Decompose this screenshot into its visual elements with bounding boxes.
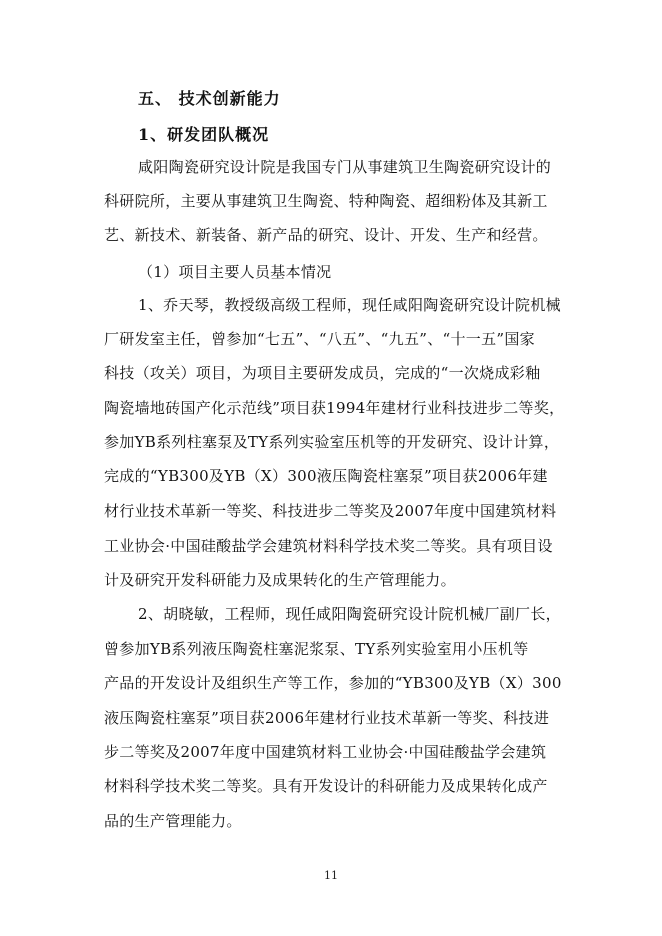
page-number: 11 xyxy=(324,869,338,882)
intro-line: 艺、新技术、新装备、新产品的研究、设计、开发、生产和经营。 xyxy=(104,226,548,244)
person2-line: 步二等奖及2007年度中国建筑材料工业协会·中国硅酸盐学会建筑 xyxy=(104,743,547,761)
person1-line: 工业协会·中国硅酸盐学会建筑材料科学技术奖二等奖。具有项目设 xyxy=(104,537,553,555)
person2-line: 品的生产管理能力。 xyxy=(104,812,242,830)
person1-line: 科技（攻关）项目，为项目主要研发成员，完成的“一次烧成彩釉 xyxy=(104,364,541,382)
intro-line: 咸阳陶瓷研究设计院是我国专门从事建筑卫生陶瓷研究设计的 xyxy=(138,158,552,176)
person1-line: 计及研究开发科研能力及成果转化的生产管理能力。 xyxy=(104,571,456,589)
subsection-heading: 1、研发团队概况 xyxy=(138,125,270,144)
person1-line: 1、乔天琴，教授级高级工程师，现任咸阳陶瓷研究设计院机械 xyxy=(138,296,561,314)
person2-line: 2、胡晓敏，工程师，现任咸阳陶瓷研究设计院机械厂副厂长， xyxy=(138,605,561,623)
section-heading: 五、 技术创新能力 xyxy=(138,89,281,108)
person1-line: 参加YB系列柱塞泵及TY系列实验室压机等的开发研究、设计计算， xyxy=(104,433,560,451)
person2-line: 材料科学技术奖二等奖。具有开发设计的科研能力及成果转化成产 xyxy=(104,777,548,795)
person1-line: 完成的“YB300及YB（X）300液压陶瓷柱塞泵”项目获2006年建 xyxy=(104,467,548,485)
person1-line: 材行业技术革新一等奖、科技进步二等奖及2007年度中国建筑材料 xyxy=(104,502,557,520)
person2-line: 产品的开发设计及组织生产等工作，参加的“YB300及YB（X）300 xyxy=(104,674,562,692)
person1-line: 厂研发室主任，曾参加“七五”、“八五”、“九五”、“十一五”国家 xyxy=(104,330,535,348)
personnel-title: （1）项目主要人员基本情况 xyxy=(138,263,332,281)
person2-line: 曾参加YB系列液压陶瓷柱塞泥浆泵、TY系列实验室用小压机等 xyxy=(104,640,529,658)
person1-line: 陶瓷墙地砖国产化示范线”项目获1994年建材行业科技进步二等奖， xyxy=(104,399,565,417)
person2-line: 液压陶瓷柱塞泵”项目获2006年建材行业技术革新一等奖、科技进 xyxy=(104,709,550,727)
intro-line: 科研院所，主要从事建筑卫生陶瓷、特种陶瓷、超细粉体及其新工 xyxy=(104,192,548,210)
